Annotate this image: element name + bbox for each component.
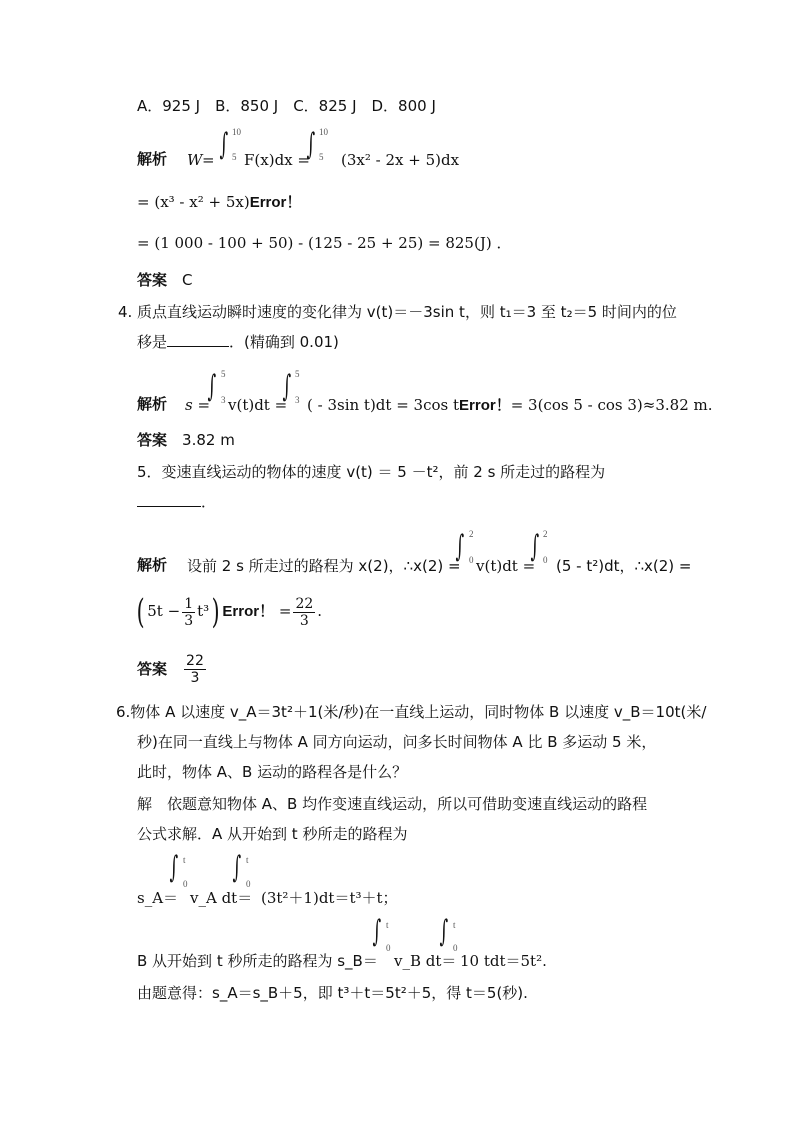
- q5-ans-num: 22: [186, 653, 204, 669]
- q3-limit-upper: 10: [232, 127, 241, 137]
- q4-answer-value: 3.82 m: [182, 431, 235, 449]
- q5-frac1-num: 1: [184, 595, 194, 612]
- q6-line3: 此时，物体 A、B 运动的路程各是什么？: [137, 763, 408, 781]
- q5-jiexi-label: 解析: [137, 557, 168, 574]
- q4-error: Error！: [459, 397, 511, 414]
- q5-frac2-num: 22: [295, 595, 314, 612]
- q5-answer-fraction: [184, 653, 206, 686]
- q3-limit-upper-2: 10: [319, 127, 328, 137]
- q5-text1: 5．变速直线运动的物体的速度 v(t) ＝ 5 －t²，前 2 s 所走过的路程为: [137, 463, 606, 481]
- q5-eq: =: [278, 602, 292, 620]
- q5-answer: [137, 650, 208, 688]
- q6-limit-lower: 0: [183, 879, 188, 889]
- right-paren-icon: ): [211, 592, 220, 632]
- q6-sa-rest: (3t²＋1)dt＝t³＋t；: [261, 889, 398, 907]
- q5-part3b: t³: [197, 602, 210, 620]
- q6-b-limit-upper: t: [386, 920, 389, 930]
- integral-sign-icon: ∫: [455, 529, 465, 564]
- q3-jiexi-label: 解析: [137, 151, 168, 168]
- q5-limit-lower-2: 0: [543, 555, 548, 565]
- q3-answer: [137, 270, 193, 291]
- q5-limit-upper-2: 2: [543, 529, 548, 539]
- q4-text1a: 质点直线运动瞬时速度的变化律为: [137, 303, 363, 321]
- q6-limit-upper: t: [183, 855, 186, 865]
- integral-sign-icon: ∫: [282, 369, 292, 404]
- integral-sign-icon: ∫: [372, 914, 382, 949]
- q4-number: 4.: [118, 303, 133, 321]
- q6-line5: 公式求解．A 从开始到 t 秒所走的路程为: [137, 825, 408, 843]
- q4-text1: [137, 302, 677, 322]
- q5-fraction-one-third: [182, 596, 195, 629]
- q5-frac1-den: 3: [184, 612, 194, 629]
- q5-text2-line: [137, 492, 216, 512]
- q6-va: v_A dt＝: [190, 889, 253, 907]
- q5-answer-label: 答案: [137, 661, 168, 678]
- q6-line1: 6.物体 A 以速度 v_A＝3t²＋1(米/秒)在一直线上运动，同时物体 B 以速度 v_B＝10t(米/: [116, 703, 707, 721]
- integral-sign-icon: ∫: [306, 127, 316, 162]
- q3-w: W: [187, 151, 203, 169]
- q6-b-limit-upper-2: t: [453, 920, 456, 930]
- q3-limit-lower-2: 5: [319, 152, 324, 162]
- q6-b-limit-lower-2: 0: [453, 943, 458, 953]
- q3-choices: A．925 J B．850 J C．825 J D．800 J: [137, 97, 436, 115]
- q6-limit-lower-2: 0: [246, 879, 251, 889]
- integral-sign-icon: ∫: [169, 850, 179, 885]
- q5-text2: ．: [201, 493, 217, 511]
- q5-ans-den: 3: [190, 670, 200, 686]
- integral-sign-icon: ∫: [207, 369, 217, 404]
- q4-text2b: ．(精确到 0.01): [229, 333, 339, 351]
- integral-sign-icon: ∫: [439, 914, 449, 949]
- q6-b-intro: B 从开始到 t 秒所走的路程为 s_B＝: [137, 952, 378, 970]
- q5-part2: (5 - t²)dt，∴x(2) =: [556, 557, 692, 575]
- q5-blank: [137, 492, 201, 507]
- q5-intro: 设前 2 s 所走过的路程为 x(2)，∴x(2) =: [187, 557, 461, 575]
- q3-integrand2: (3x² - 2x + 5)dx: [341, 151, 460, 169]
- q3-integrand1: F(x)dx =: [244, 151, 310, 169]
- q4-answer-label: 答案: [137, 432, 168, 449]
- integral-sign-icon: ∫: [530, 529, 540, 564]
- q4-part2: ( - 3sin t)dt = 3cos t: [307, 396, 460, 414]
- left-paren-icon: (: [136, 592, 145, 632]
- q6-sb-rest: 10 tdt＝5t².: [460, 952, 547, 970]
- q6-limit-upper-2: t: [246, 855, 249, 865]
- q4-limit-upper-2: 5: [295, 369, 300, 379]
- q5-limit-lower: 0: [469, 555, 474, 565]
- q5-part3a: 5t −: [147, 602, 181, 620]
- q3-error: Error！: [249, 194, 302, 211]
- q4-text2: [137, 332, 339, 352]
- integral-sign-icon: ∫: [219, 127, 229, 162]
- q4-part2-line: [307, 395, 713, 416]
- q4-part1: v(t)dt =: [228, 396, 288, 414]
- q4-limit-lower: 3: [221, 395, 226, 405]
- q4-answer: [137, 430, 235, 451]
- integral-sign-icon: ∫: [232, 850, 242, 885]
- q6-vb: v_B dt＝: [394, 952, 457, 970]
- q4-limit-lower-2: 3: [295, 395, 300, 405]
- q3-eq: =: [202, 151, 215, 169]
- q4-limit-upper: 5: [221, 369, 226, 379]
- q5-limit-upper: 2: [469, 529, 474, 539]
- q6-line2: 秒)在同一直线上与物体 A 同方向运动，问多长时间物体 A 比 B 多运动 5 米，: [137, 733, 657, 751]
- q3-line3: = (1 000 - 100 + 50) - (125 - 25 + 25) = 825(J) ．: [137, 234, 512, 252]
- q3-answer-label: 答案: [137, 272, 168, 289]
- q5-dot: .: [317, 602, 323, 620]
- q4-blank: [167, 332, 229, 347]
- q4-s: s =: [185, 396, 211, 414]
- q6-line4: 解 依题意知物体 A、B 均作变速直线运动，所以可借助变速直线运动的路程: [137, 795, 648, 813]
- q5-fraction-result: [293, 596, 315, 629]
- q5-frac2-den: 3: [299, 612, 309, 629]
- q3-line2: [137, 192, 301, 213]
- q6-sa: s_A＝: [137, 889, 179, 907]
- q5-error: Error！: [222, 603, 275, 620]
- q3-answer-value: C: [182, 271, 193, 289]
- q4-text1b: v(t)＝－3sin t，则 t₁＝3 至 t₂＝5 时间内的位: [366, 303, 677, 321]
- q4-jiexi-label: 解析: [137, 396, 168, 413]
- q5-part1: v(t)dt =: [476, 557, 536, 575]
- q3-line2-expr: = (x³ - x² + 5x): [137, 193, 250, 211]
- q3-limit-lower: 5: [232, 152, 237, 162]
- q4-text2a: 移是: [137, 333, 168, 351]
- q4-part3: = 3(cos 5 - cos 3)≈3.82 m.: [510, 396, 713, 414]
- q6-last: 由题意得：s_A＝s_B＋5，即 t³＋t＝5t²＋5，得 t＝5(秒).: [137, 984, 528, 1002]
- q6-b-limit-lower: 0: [386, 943, 391, 953]
- q5-result-line: [134, 592, 322, 630]
